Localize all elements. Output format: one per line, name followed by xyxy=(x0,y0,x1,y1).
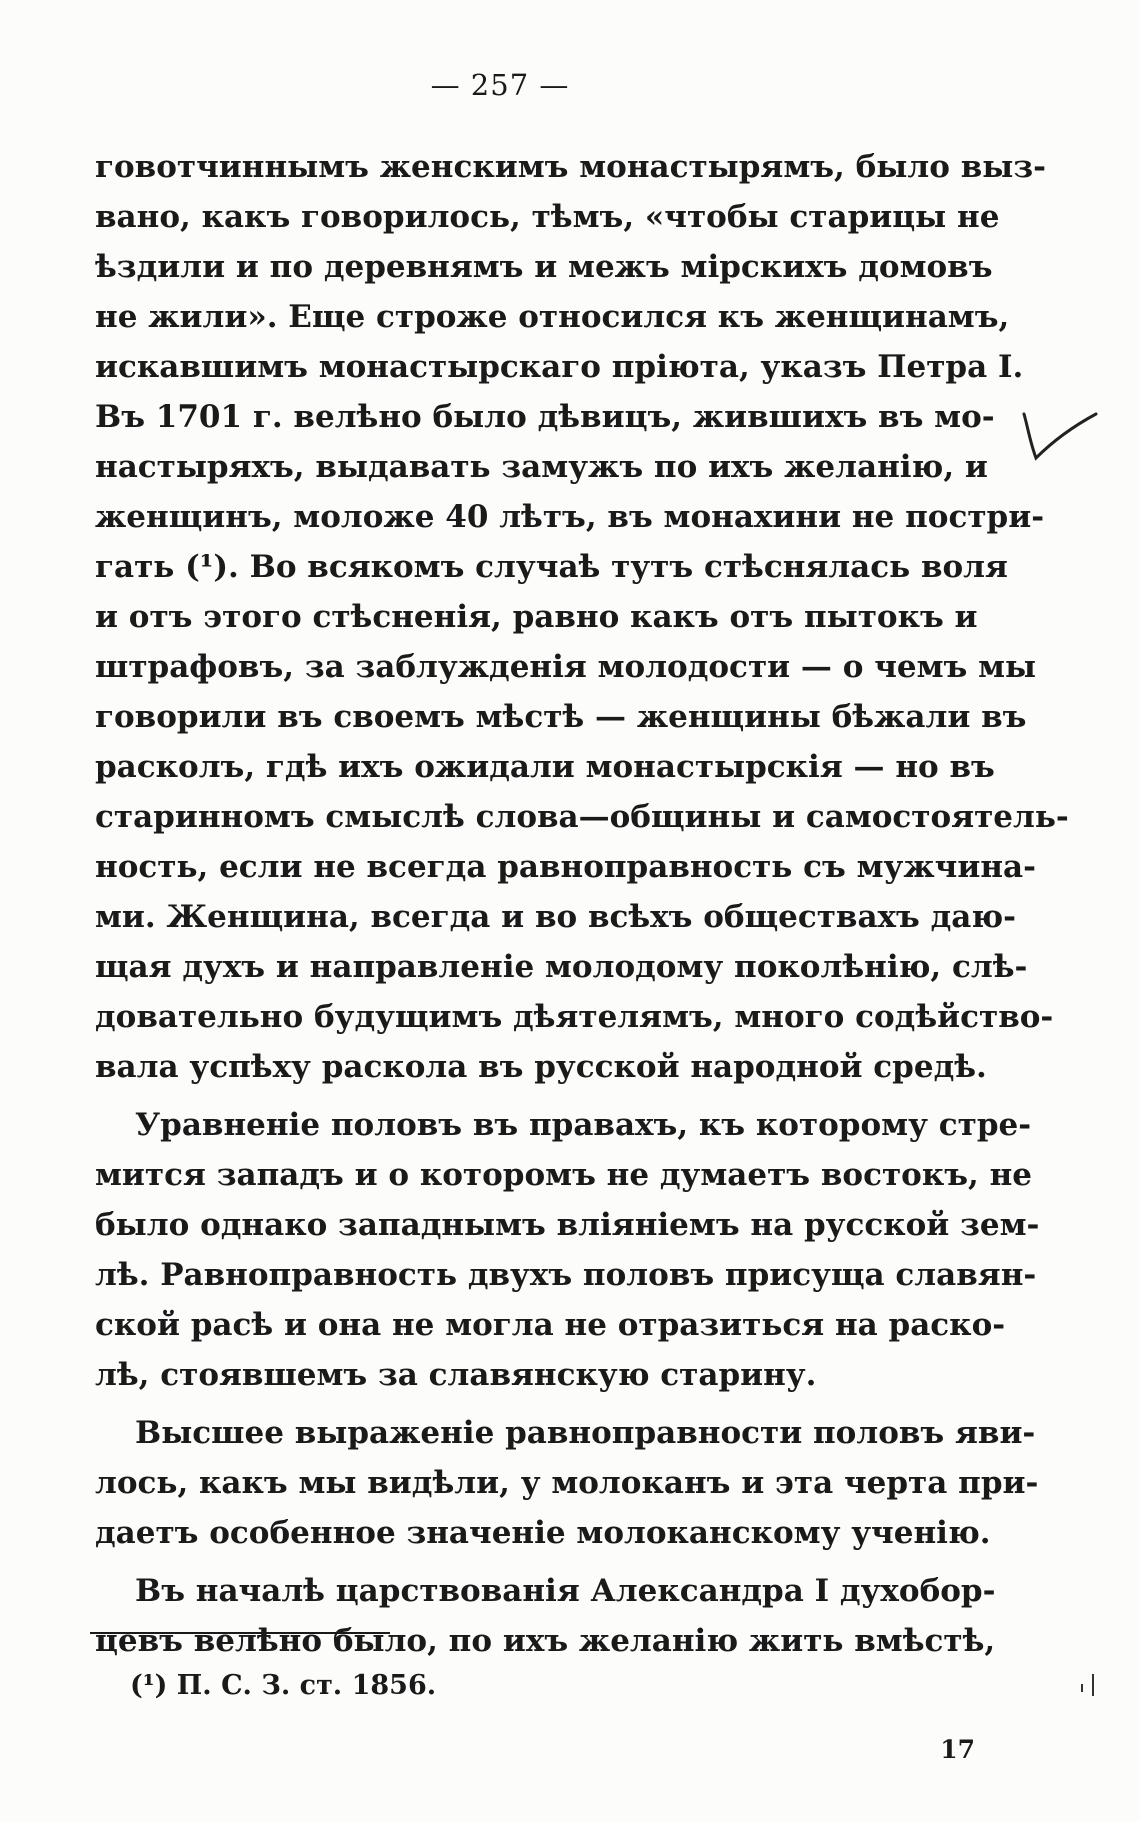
text-line: Въ началѣ царствованія Александра I духобор- xyxy=(135,1573,996,1609)
footnote: (¹) П. С. З. ст. 1856. xyxy=(130,1670,437,1701)
text-line: настыряхъ, выдавать замужъ по ихъ желанію, и xyxy=(95,449,988,485)
text-line: старинномъ смыслѣ слова—общины и самостоятель- xyxy=(95,799,1069,835)
text-line: гать (¹). Во всякомъ случаѣ тутъ стѣснялась воля xyxy=(95,549,1008,585)
margin-tick-icon xyxy=(1078,1670,1098,1700)
paragraph-gap xyxy=(95,1400,965,1408)
signature-mark: 17 xyxy=(940,1735,975,1764)
text-line: вала успѣху раскола въ русской народной средѣ. xyxy=(95,1049,987,1085)
text-line: лось, какъ мы видѣли, у молоканъ и эта черта при- xyxy=(95,1465,1039,1501)
text-line: расколъ, гдѣ ихъ ожидали монастырскія — но въ xyxy=(95,749,995,785)
text-line: штрафовъ, за заблужденія молодости — о чемъ мы xyxy=(95,649,1037,685)
text-line: женщинъ, моложе 40 лѣтъ, въ монахини не постри- xyxy=(95,499,1045,535)
text-line: ѣздили и по деревнямъ и межъ мірскихъ домовъ xyxy=(95,249,993,285)
text-line: говорили въ своемъ мѣстѣ — женщины бѣжали въ xyxy=(95,699,1027,735)
paragraph-gap xyxy=(95,1092,965,1100)
footnote-rule xyxy=(90,1632,390,1634)
text-line: и отъ этого стѣсненія, равно какъ отъ пытокъ и xyxy=(95,599,978,635)
text-line: лѣ, стоявшемъ за славянскую старину. xyxy=(95,1357,817,1393)
text-line: даетъ особенное значеніе молоканскому ученію. xyxy=(95,1515,991,1551)
text-line: говотчиннымъ женскимъ монастырямъ, было выз- xyxy=(95,149,1046,185)
text-line: лѣ. Равноправность двухъ половъ присуща славян- xyxy=(95,1257,1037,1293)
text-line: щая духъ и направленіе молодому поколѣнію, слѣ- xyxy=(95,949,1028,985)
text-line: ми. Женщина, всегда и во всѣхъ обществахъ даю- xyxy=(95,899,1017,935)
text-line: ность, если не всегда равноправность съ мужчина- xyxy=(95,849,1036,885)
text-line: было однако западнымъ вліяніемъ на русской зем- xyxy=(95,1207,1040,1243)
paragraph-gap xyxy=(95,1558,965,1566)
text-line: Уравненіе половъ въ правахъ, къ которому стре- xyxy=(135,1107,1032,1143)
text-line: не жили». Еще строже относился къ женщинамъ, xyxy=(95,299,1010,335)
text-line: Высшее выраженіе равноправности половъ яви- xyxy=(135,1415,1036,1451)
page-number: — 257 — xyxy=(430,68,570,102)
text-line: Въ 1701 г. велѣно было дѣвицъ, жившихъ въ мо- xyxy=(95,399,995,435)
text-line: искавшимъ монастырскаго пріюта, указъ Петра I. xyxy=(95,349,1024,385)
text-line: вано, какъ говорилось, тѣмъ, «чтобы старицы не xyxy=(95,199,1000,235)
text-line: довательно будущимъ дѣятелямъ, много содѣйство- xyxy=(95,999,1054,1035)
text-line: ской расѣ и она не могла не отразиться на раско- xyxy=(95,1307,1006,1343)
body-text xyxy=(95,142,1069,1666)
text-line: мится западъ и о которомъ не думаетъ востокъ, не xyxy=(95,1157,1033,1193)
text-line: цевъ велѣно было, по ихъ желанію жить вмѣстѣ, xyxy=(95,1623,996,1659)
checkmark-icon xyxy=(1020,408,1100,468)
